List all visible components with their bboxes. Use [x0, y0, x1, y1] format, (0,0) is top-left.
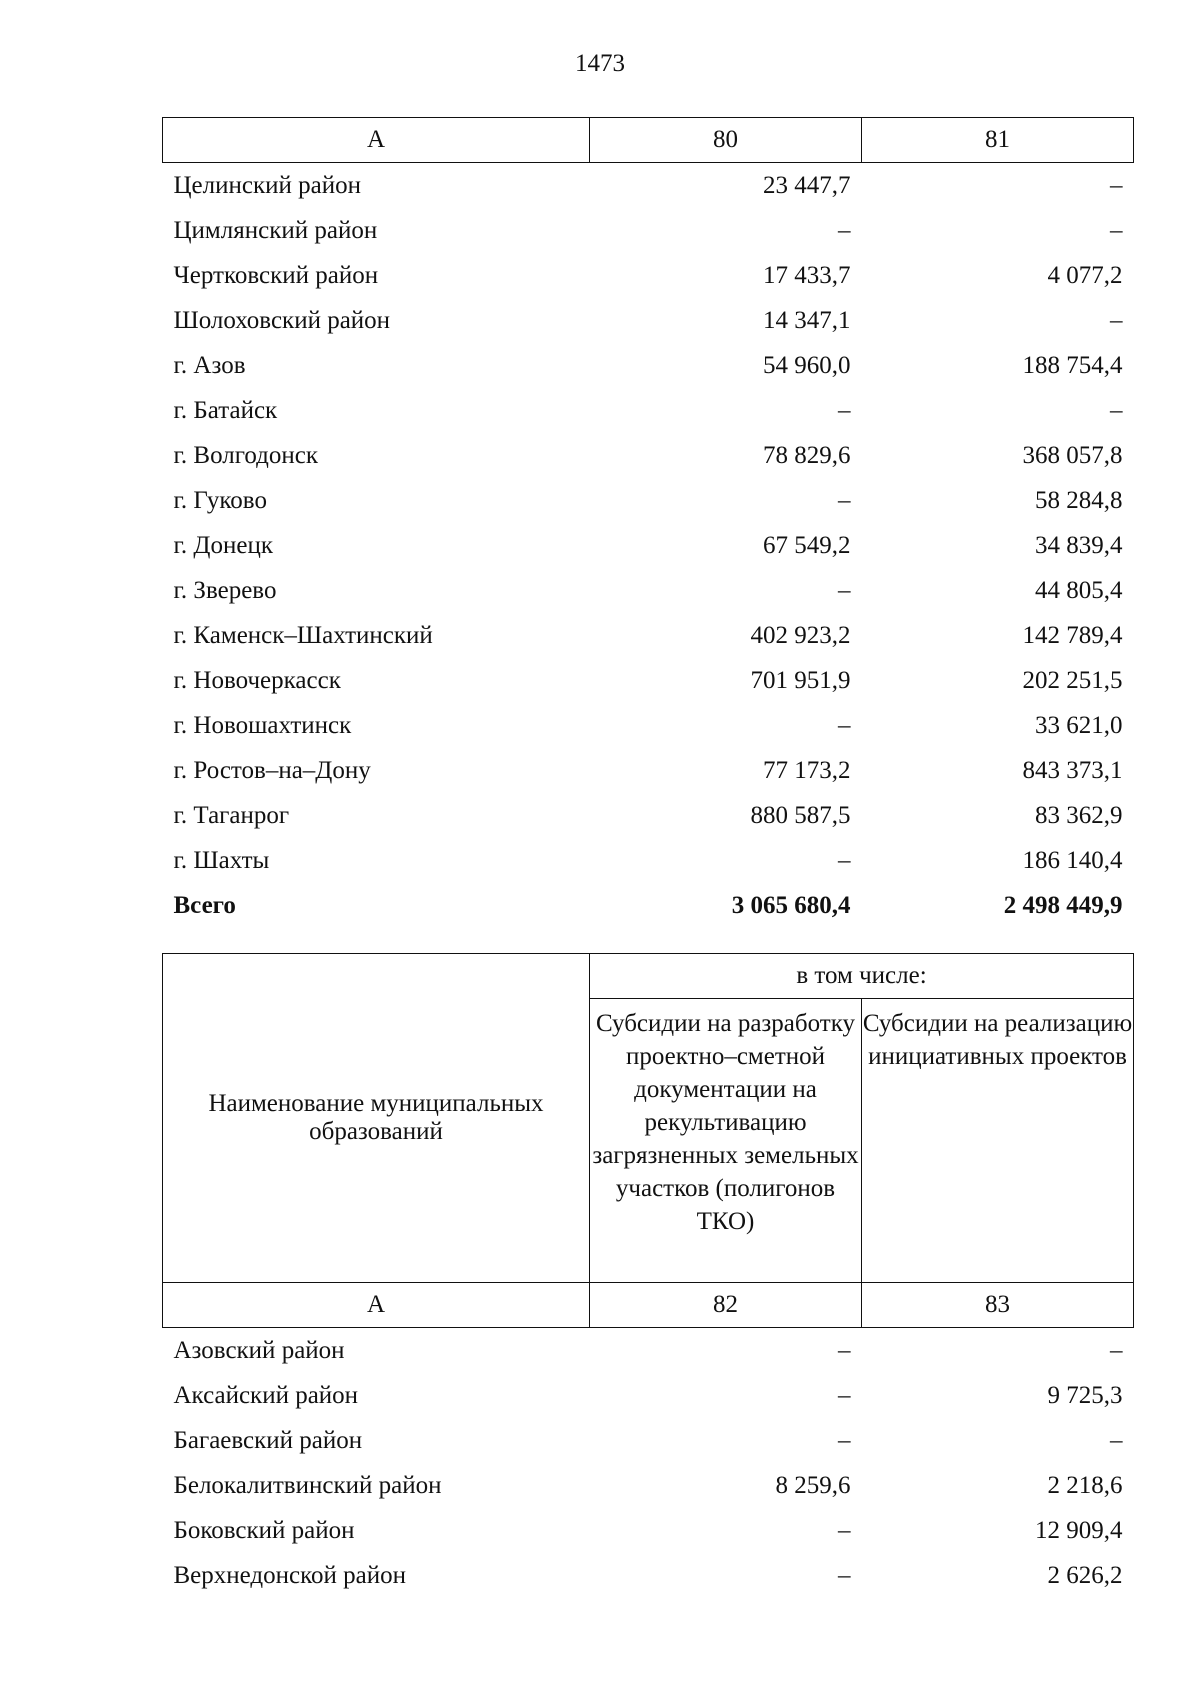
column-index-83: 83 [862, 1283, 1134, 1328]
table-row [163, 298, 1134, 343]
municipality-name: г. Таганрог [173, 801, 290, 829]
table-row [163, 478, 1134, 523]
municipality-name: Шолоховский район [173, 306, 391, 334]
column-index-82: 82 [590, 1283, 862, 1328]
table-row [163, 433, 1134, 478]
table-row [163, 388, 1134, 433]
value-col-80: 67 549,2 [763, 531, 851, 559]
value-col-83: 9 725,3 [1047, 1381, 1123, 1409]
municipality-name: г. Донецк [173, 531, 273, 559]
value-col-82: – [838, 1336, 851, 1364]
value-col-82: – [838, 1561, 851, 1589]
value-col-80: 54 960,0 [763, 351, 851, 379]
total-col-81: 2 498 449,9 [1003, 891, 1123, 919]
value-col-80: – [838, 396, 851, 424]
municipality-name: г. Волгодонск [173, 441, 319, 469]
table-row [163, 523, 1134, 568]
table-row [163, 1508, 1134, 1553]
value-col-80: 17 433,7 [763, 261, 851, 289]
municipality-name: г. Зверево [173, 576, 277, 604]
group-header-in-that-number: в том числе: [590, 954, 1134, 999]
value-col-80: 77 173,2 [763, 756, 851, 784]
municipality-name: Аксайский район [173, 1381, 359, 1409]
value-col-80: – [838, 486, 851, 514]
table-row [163, 1328, 1134, 1374]
municipality-name: г. Новошахтинск [173, 711, 352, 739]
column-header-82: Субсидии на разработку проектно–сметной документации на рекультивацию загрязненных земельных участков (полигонов ТКО) [590, 999, 862, 1283]
column-index-a: А [163, 118, 590, 163]
total-label: Всего [173, 891, 236, 919]
subsidy-table-part-2 [162, 953, 1134, 1598]
municipality-name: г. Гуково [173, 486, 267, 514]
page-number: 1473 [575, 50, 625, 77]
table-row [163, 343, 1134, 388]
value-col-83: 12 909,4 [1035, 1516, 1123, 1544]
value-col-81: 33 621,0 [1035, 711, 1123, 739]
value-col-80: – [838, 711, 851, 739]
municipality-name: г. Шахты [173, 846, 270, 874]
municipality-name: г. Ростов–на–Дону [173, 756, 371, 784]
subsidy-table-part-1 [162, 117, 1134, 928]
group-header-row [163, 954, 1134, 999]
municipality-name: Целинский район [173, 171, 361, 199]
table-row [163, 1463, 1134, 1508]
value-col-81: 368 057,8 [1022, 441, 1123, 469]
value-col-80: 14 347,1 [763, 306, 851, 334]
table-row [163, 1553, 1134, 1598]
municipality-name: г. Азов [173, 351, 246, 379]
value-col-83: 2 626,2 [1047, 1561, 1123, 1589]
value-col-80: – [838, 576, 851, 604]
column-index-row [163, 118, 1134, 163]
table-row [163, 613, 1134, 658]
table-row [163, 703, 1134, 748]
municipality-column-header: Наименование муниципальных образований [163, 954, 590, 1283]
value-col-81: 58 284,8 [1035, 486, 1123, 514]
value-col-80: 402 923,2 [750, 621, 851, 649]
value-col-81: – [1110, 306, 1123, 334]
value-col-83: 2 218,6 [1047, 1471, 1123, 1499]
municipality-name: Чертковский район [173, 261, 379, 289]
table-row [163, 793, 1134, 838]
value-col-81: – [1110, 396, 1123, 424]
table-row [163, 253, 1134, 298]
municipality-name: Багаевский район [173, 1426, 363, 1454]
value-col-81: 188 754,4 [1022, 351, 1123, 379]
value-col-81: – [1110, 216, 1123, 244]
column-index-80: 80 [590, 118, 862, 163]
value-col-81: 34 839,4 [1035, 531, 1123, 559]
table-row [163, 1418, 1134, 1463]
column-index-81: 81 [862, 118, 1134, 163]
table-row [163, 748, 1134, 793]
value-col-81: 843 373,1 [1022, 756, 1123, 784]
column-header-83: Субсидии на реализацию инициативных проектов [862, 999, 1134, 1283]
value-col-81: 202 251,5 [1022, 666, 1123, 694]
total-col-80: 3 065 680,4 [731, 891, 851, 919]
column-index-row [163, 1283, 1134, 1328]
value-col-81: – [1110, 171, 1123, 199]
value-col-80: – [838, 846, 851, 874]
municipality-name: Верхнедонской район [173, 1561, 406, 1589]
value-col-82: – [838, 1381, 851, 1409]
table-row [163, 838, 1134, 883]
column-index-a: А [163, 1283, 590, 1328]
municipality-name: Цимлянский район [173, 216, 378, 244]
municipality-name: Азовский район [173, 1336, 345, 1364]
municipality-name: Белокалитвинский район [173, 1471, 442, 1499]
value-col-81: 83 362,9 [1035, 801, 1123, 829]
value-col-83: – [1110, 1336, 1123, 1364]
value-col-80: 78 829,6 [763, 441, 851, 469]
value-col-80: 701 951,9 [750, 666, 851, 694]
table-row [163, 163, 1134, 209]
value-col-80: – [838, 216, 851, 244]
municipality-name: г. Новочеркасск [173, 666, 341, 694]
value-col-82: 8 259,6 [775, 1471, 851, 1499]
table-row [163, 208, 1134, 253]
value-col-81: 186 140,4 [1022, 846, 1123, 874]
total-row [163, 883, 1134, 928]
table-row [163, 1373, 1134, 1418]
value-col-80: 880 587,5 [750, 801, 851, 829]
value-col-81: 142 789,4 [1022, 621, 1123, 649]
value-col-81: 4 077,2 [1047, 261, 1123, 289]
table-row [163, 658, 1134, 703]
value-col-83: – [1110, 1426, 1123, 1454]
value-col-81: 44 805,4 [1035, 576, 1123, 604]
value-col-82: – [838, 1426, 851, 1454]
municipality-name: г. Батайск [173, 396, 278, 424]
municipality-name: г. Каменск–Шахтинский [173, 621, 433, 649]
value-col-82: – [838, 1516, 851, 1544]
municipality-name: Боковский район [173, 1516, 355, 1544]
table-row [163, 568, 1134, 613]
value-col-80: 23 447,7 [763, 171, 851, 199]
